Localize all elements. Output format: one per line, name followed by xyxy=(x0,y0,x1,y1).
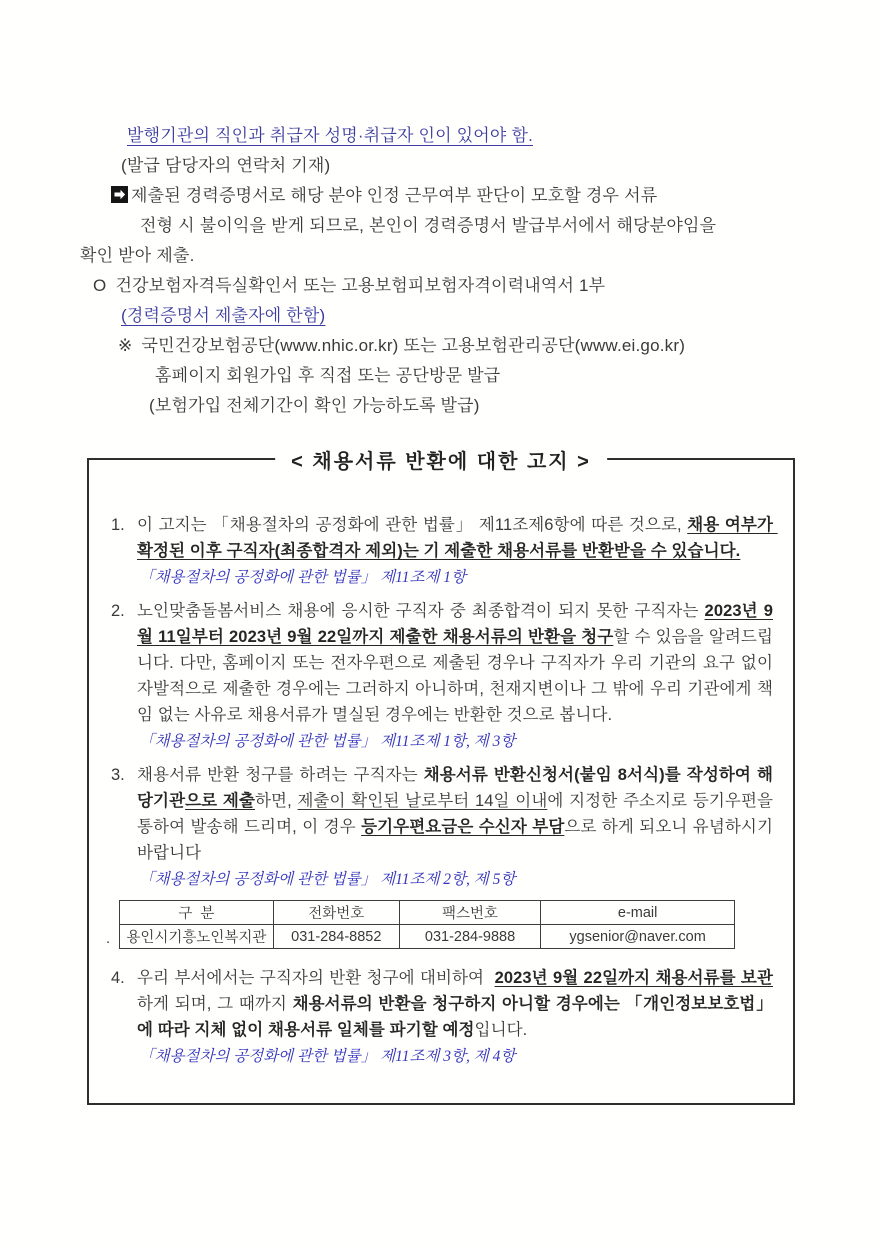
text-segment: 입니다. xyxy=(474,1021,528,1039)
note-line-career-only xyxy=(121,301,820,331)
note-line-contact-info xyxy=(121,151,820,181)
contact-table-wrap xyxy=(106,900,773,949)
contact-table-header-row xyxy=(120,901,735,925)
law-citation: 「채용절차의 공정화에 관한 법률」 제11조제 3항, 제 4항 xyxy=(139,1048,516,1065)
text-segment: 노인맞춤돌봄서비스 채용에 응시한 구직자 중 최종합격이 되지 못한 구직자는 xyxy=(137,602,705,620)
note-line-screening xyxy=(140,211,820,241)
text-segment: 에 지정한 주소지로 등기우편을 통하여 발송해 드리며, 이 경우 xyxy=(137,792,778,836)
text-segment: 할 수 있음을 알려드립니다. 다만, 홈페이지 또는 전자우편으로 제출된 경우나 구직자가 우리 기관의 요구 없이 자발적으로 제출한 경우에는 그러하지 아니하며, 천재지변이나 그 밖에 우리 기관에게 책임 없는 사유로 채용서류가 멸실된 경우에는 반환한 것으로 봅니다. xyxy=(137,628,778,724)
note-line-homepage xyxy=(155,361,820,391)
item-number: 3. xyxy=(111,766,125,784)
text-segment: 하면, xyxy=(255,792,298,810)
item-text xyxy=(137,965,773,1043)
text-segment: 하게 되며, 그 때까지 xyxy=(137,995,293,1013)
header-category: 구 분 xyxy=(120,901,274,925)
note-text: (경력증명서 제출자에 한함) xyxy=(121,306,326,325)
notice-item-4 xyxy=(111,965,773,1069)
note-text: (발급 담당자의 연락처 기재) xyxy=(121,156,331,175)
header-phone: 전화번호 xyxy=(273,901,399,925)
note-line-career-cert xyxy=(111,181,820,211)
top-notes-section xyxy=(0,0,880,421)
law-citation: 「채용절차의 공정화에 관한 법률」 제11조제 2항, 제 5항 xyxy=(139,871,516,888)
cell-email: ygsenior@naver.com xyxy=(541,925,735,949)
law-citation: 「채용절차의 공정화에 관한 법률」 제11조제 1항, 제 3항 xyxy=(139,733,516,750)
contact-table xyxy=(119,900,735,949)
item-number: 1. xyxy=(111,516,125,534)
text-segment: 우리 부서에서는 구직자의 반환 청구에 대비하여 xyxy=(137,969,495,987)
cell-phone: 031-284-8852 xyxy=(273,925,399,949)
note-text: 제출된 경력증명서로 해당 분야 인정 근무여부 판단이 모호할 경우 서류 xyxy=(131,186,658,205)
law-citation: 「채용절차의 공정화에 관한 법률」 제11조제 1항 xyxy=(139,569,467,586)
text-segment: 이 고지는 「채용절차의 공정화에 관한 법률」 제11조제6항에 따른 것으로, xyxy=(137,516,688,534)
note-line-websites xyxy=(118,331,820,361)
notice-item-2 xyxy=(111,598,778,754)
stray-mark: . xyxy=(106,930,111,947)
note-text: 홈페이지 회원가입 후 직접 또는 공단방문 발급 xyxy=(155,366,501,385)
contact-table-data-row xyxy=(120,925,735,949)
notice-item-3 xyxy=(111,762,778,892)
text-segment-bold-underline: 2023년 9월 11일부터 2023년 9월 22일까지 제출한 채용서류의 반환을 청구 xyxy=(137,602,774,646)
text-segment-bold: 채용서류의 반환을 청구하지 아니할 경우에는 xyxy=(292,995,620,1013)
note-text: 발행기관의 직인과 취급자 성명·취급자 인이 있어야 함. xyxy=(127,126,534,145)
note-text: 전형 시 불이익을 받게 되므로, 본인이 경력증명서 발급부서에서 해당분야임을 xyxy=(140,216,717,235)
circle-bullet-marker: O xyxy=(93,276,107,295)
text-segment: 채용서류 반환 청구를 하려는 구직자는 xyxy=(137,766,424,784)
text-segment-bold-underline: 으로 제출 xyxy=(185,792,255,810)
notice-box xyxy=(87,451,795,1105)
notice-box-title: < 채용서류 반환에 대한 고지 > xyxy=(275,445,607,474)
text-segment-bold-underline: 채용 여부가 확정된 이후 구직자(최종합격자 제외)는 기 제출한 채용서류를 반환받을 수 있습니다. xyxy=(137,516,778,560)
text-segment-bold: 「개인정보보호법」에 따라 지체 없이 채용서류 일체를 파기할 예정 xyxy=(137,995,773,1039)
text-segment-bold-underline: 2023년 9월 22일까지 채용서류를 보관 xyxy=(494,969,774,987)
cell-organization: 용인시기흥노인복지관 xyxy=(120,925,274,949)
header-fax: 팩스번호 xyxy=(399,901,540,925)
note-line-insurance-doc xyxy=(93,271,820,301)
item-number: 4. xyxy=(111,969,125,987)
item-text xyxy=(137,598,778,728)
item-number: 2. xyxy=(111,602,125,620)
item-text xyxy=(137,512,778,564)
header-email: e-mail xyxy=(541,901,735,925)
cell-fax: 031-284-9888 xyxy=(399,925,540,949)
text-segment: 으로 하게 되오니 유념하시기 바랍니다 xyxy=(137,818,778,862)
note-text: 건강보험자격득실확인서 또는 고용보험피보험자격이력내역서 1부 xyxy=(115,276,606,295)
reference-mark: ※ xyxy=(118,336,133,355)
text-segment-bold: 채용서류 반환신청서(붙임 8서식)를 작성하여 해당기관 xyxy=(137,766,773,810)
note-text: 국민건강보험공단(www.nhic.or.kr) 또는 고용보험관리공단(www.ei.go.kr) xyxy=(141,336,686,355)
text-segment-underline: 제출이 확인된 날로부터 14일 이내 xyxy=(297,792,548,810)
note-text: (보험가입 전체기간이 확인 가능하도록 발급) xyxy=(149,396,480,415)
item-text xyxy=(137,762,778,866)
note-line-issuer-seal xyxy=(127,121,820,151)
notice-item-1 xyxy=(111,512,778,590)
note-text: 확인 받아 제출. xyxy=(80,246,195,265)
note-line-full-period xyxy=(149,391,820,421)
note-line-submit xyxy=(80,241,820,271)
arrow-right-boxed-icon xyxy=(111,186,128,203)
text-segment-bold-underline: 등기우편요금은 수신자 부담 xyxy=(361,818,565,836)
